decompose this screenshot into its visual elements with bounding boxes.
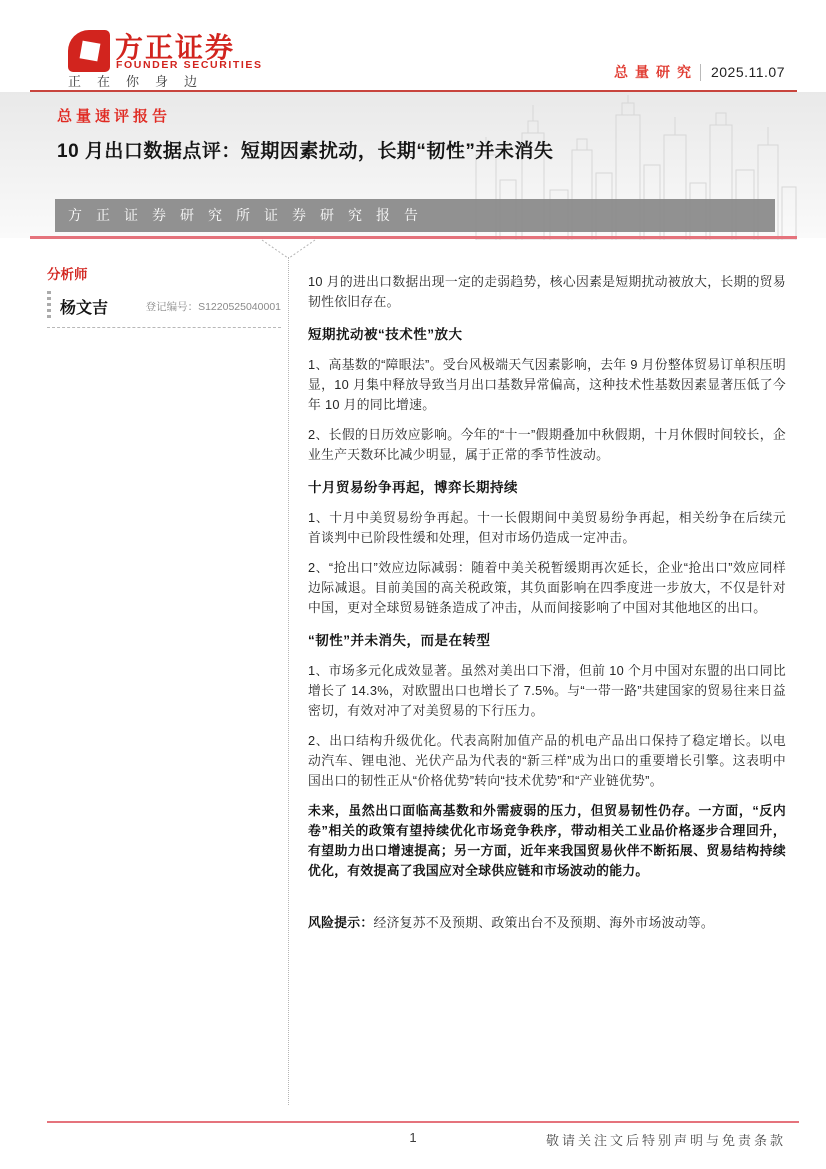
analyst-registration: 登记编号：S1220525040001: [145, 300, 281, 313]
analyst-name: 杨文吉: [60, 299, 109, 317]
research-category-label: 总量研究: [613, 64, 698, 80]
header-meta-divider: [700, 64, 701, 81]
report-date: 2025.11.07: [710, 64, 785, 80]
report-title: 10 月出口数据点评：短期因素扰动，长期“韧性”并未消失: [57, 141, 554, 162]
section-heading-3: “韧性”并未消失，而是在转型: [308, 633, 491, 648]
logo-slogan: 正在你身边: [68, 74, 214, 89]
report-body: [308, 272, 786, 943]
logo-cn-wordmark: 方正证券: [115, 32, 236, 63]
footer-disclaimer: 敬请关注文后特别声明与免责条款: [545, 1133, 786, 1148]
page-number: 1: [409, 1130, 417, 1145]
paragraph: 1、市场多元化成效显著。虽然对美出口下滑，但前 10 个月中国对东盟的出口同比增长了 14.3%，对欧盟出口也增长了 7.5%。与“一带一路”共建国家的贸易往来日益密切，有效对冲了对美贸易的下行压力。: [308, 663, 786, 718]
outlook-paragraph: 未来，虽然出口面临高基数和外需疲弱的压力，但贸易韧性仍存。一方面，“反内卷”相关的政策有望持续优化市场竞争秩序，带动相关工业品价格逐步合理回升，有望助力出口增速提高；另一方面，近年来我国贸易伙伴不断拓展、贸易结构持续优化，有效提高了我国应对全球供应链和市场波动的能力。: [308, 803, 786, 878]
analyst-accent-bar: [47, 291, 51, 321]
logo-en-wordmark: FOUNDER SECURITIES: [116, 59, 263, 71]
footer-rule: [47, 1121, 799, 1123]
risk-text: 经济复苏不及预期、政策出台不及预期、海外市场波动等。: [373, 915, 715, 930]
risk-paragraph: [308, 913, 786, 933]
report-series-label: 总量速评报告: [57, 108, 172, 125]
founder-securities-logo-icon: [68, 30, 110, 72]
intro-paragraph: 10 月的进出口数据出现一定的走弱趋势，核心因素是短期扰动被放大，长期的贸易韧性依旧存在。: [308, 274, 786, 309]
analyst-underline: [47, 327, 281, 328]
logo-inner-square: [80, 41, 101, 62]
analyst-section-label: 分析师: [47, 267, 88, 282]
paragraph: 2、出口结构升级优化。代表高附加值产品的机电产品出口保持了稳定增长。以电动汽车、锂电池、光伏产品为代表的“新三样”成为出口的重要增长引擎。这表明中国出口的韧性正从“价格优势”转向“技术优势”和“产业链优势”。: [308, 733, 786, 788]
analyst-row: [47, 290, 281, 322]
section-heading-1: 短期扰动被“技术性”放大: [308, 327, 463, 342]
institute-banner: 方正证券研究所证券研究报告: [55, 199, 775, 232]
band-bottom-rule: [30, 236, 797, 239]
header-meta: [614, 62, 785, 82]
section-heading-2: 十月贸易纷争再起，博弈长期持续: [308, 480, 518, 495]
column-divider: [288, 257, 289, 1105]
risk-label: 风险提示：: [308, 915, 374, 930]
paragraph: 2、长假的日历效应影响。今年的“十一”假期叠加中秋假期，十月休假时间较长，企业生产天数环比减少明显，属于正常的季节性波动。: [308, 427, 786, 462]
paragraph: 1、高基数的“障眼法”。受台风极端天气因素影响，去年 9 月份整体贸易订单积压明显，10 月集中释放导致当月出口基数异常偏高，这种技术性基数因素显著压低了今年 10 月的同比增速。: [308, 357, 786, 412]
paragraph: 2、“抢出口”效应边际减弱：随着中美关税暂缓期再次延长，企业“抢出口”效应同样边际减退。目前美国的高关税政策，其负面影响在四季度进一步放大，不仅是针对中国，更对全球贸易链条造成了冲击，从而间接影响了中国对其他地区的出口。: [308, 560, 786, 615]
divider-notch: [261, 239, 316, 259]
paragraph: 1、十月中美贸易纷争再起。十一长假期间中美贸易纷争再起，相关纷争在后续元首谈判中已阶段性缓和处理，但对市场仍造成一定冲击。: [308, 510, 786, 545]
